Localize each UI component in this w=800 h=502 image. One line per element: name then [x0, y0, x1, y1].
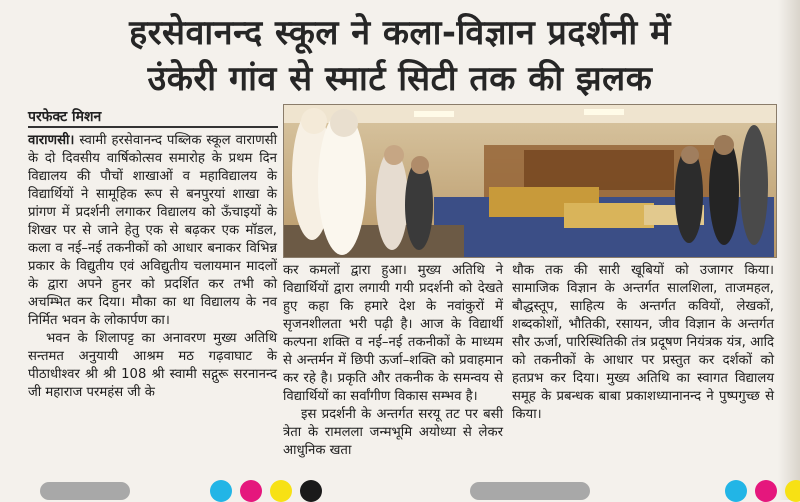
exhibition-photo-illustration	[284, 105, 776, 257]
magenta-registration-dot	[240, 480, 262, 502]
yellow-registration-dot	[270, 480, 292, 502]
article-column-2	[283, 262, 503, 460]
column-1-paragraph-2: भवन के शिलापट्ट का अनावरण मुख्य अतिथि सन्तमत अनुयायी आश्रम मठ गढ़वाघाट के पीठाधीश्वर श्री श्री 108 श्री स्वामी सद्गुरू सरनानन्द जी महाराज परमहंस जी के	[28, 331, 277, 400]
registration-bar-center	[470, 482, 590, 500]
article-column-1	[28, 132, 277, 402]
byline: परफेक्ट मिशन	[28, 109, 102, 125]
magenta-registration-dot-right	[755, 480, 777, 502]
column-1-paragraph-1: स्वामी हरसेवानन्द पब्लिक स्कूल वाराणसी के दो दिवसीय वार्षिकोत्सव समारोह के प्रथम दिन विद्यालय की पौचों शाखाओं व महाविद्यालय के विद्यार्थियों ने सामूहिक रूप से बनपुरयां शाखा के प्रांगण में प्रदर्शनी लगाकर विद्यालय को ऊँचाइयों के शिखर पर से जाने हेतु एक से बढ़कर एक मॉडल, कला व नई–नई तकनीकों को आधार बनाकर विभिन्न प्रकार के विद्युतीय एवं अविद्युतीय चलायमान मादलों के द्वारा अपने हुनर को प्रदर्शित कर तभी को अचम्भित कर दिया। मौका का था विद्यालय के नव निर्मित भवन के लोकार्पण का।	[28, 133, 277, 328]
dateline: वाराणसी।	[28, 133, 75, 148]
column-3-paragraph-1: थौक तक की सारी खूबियों को उजागर किया। सामाजिक विज्ञान के अन्तर्गत सालशिला, ताजमहल, बौद्धस्तूप, साहित्य के अन्तर्गत कवियों, लेखकों, शब्दकोशों, भौतिकी, रसायन, जीव विज्ञान के अन्तर्गत सौर ऊर्जा, पारिस्थितिकी तंत्र प्रदूषण नियंत्रक यंत्र, आदि को तकनीकों के आधार पर प्रस्तुत कर दर्शकों को हतप्रभ कर दिया। मुख्य अतिथि का स्वागत विद्यालय समूह के प्रबन्धक बाबा प्रकाशध्यानानन्द ने पुष्पगुच्छ से किया।	[512, 263, 774, 422]
black-registration-dot	[300, 480, 322, 502]
headline-line-2: उंकेरी गांव से स्मार्ट सिटी तक की झलक	[147, 59, 653, 99]
cyan-registration-dot	[210, 480, 232, 502]
cyan-registration-dot-right	[725, 480, 747, 502]
headline-line-1: हरसेवानन्द स्कूल ने कला-विज्ञान प्रदर्शनी में	[129, 13, 671, 53]
column-2-paragraph-1: कर कमलों द्वारा हुआ। मुख्य अतिथि ने विद्यार्थियों द्वारा लगायी गयी प्रदर्शनी को देखते हुए कहा कि हमारे देश के नवांकुरों में सृजनशीलता भरी पढ़ी है। आज के विद्यार्थी कल्पना शक्ति व नई–नई तकनीकों के माध्यम से अन्तर्मन में छिपी ऊर्जा–शक्ति को प्रवाहमान कर रहे है। प्रकृति और तकनीक के समन्वय से विद्यार्थियों का सर्वांगीण विकास सम्भव है।	[283, 263, 503, 404]
byline-rule	[28, 126, 278, 128]
page-edge-shadow	[778, 0, 800, 500]
exhibition-photo	[283, 104, 777, 258]
column-2-paragraph-2: इस प्रदर्शनी के अन्तर्गत सरयू तट पर बसी त्रेता के रामलला जन्मभूमि अयोध्या से लेकर आधुनिक खता	[283, 407, 503, 458]
registration-bar-left	[40, 482, 130, 500]
yellow-registration-dot-right	[785, 480, 800, 502]
article-column-3	[512, 262, 774, 424]
